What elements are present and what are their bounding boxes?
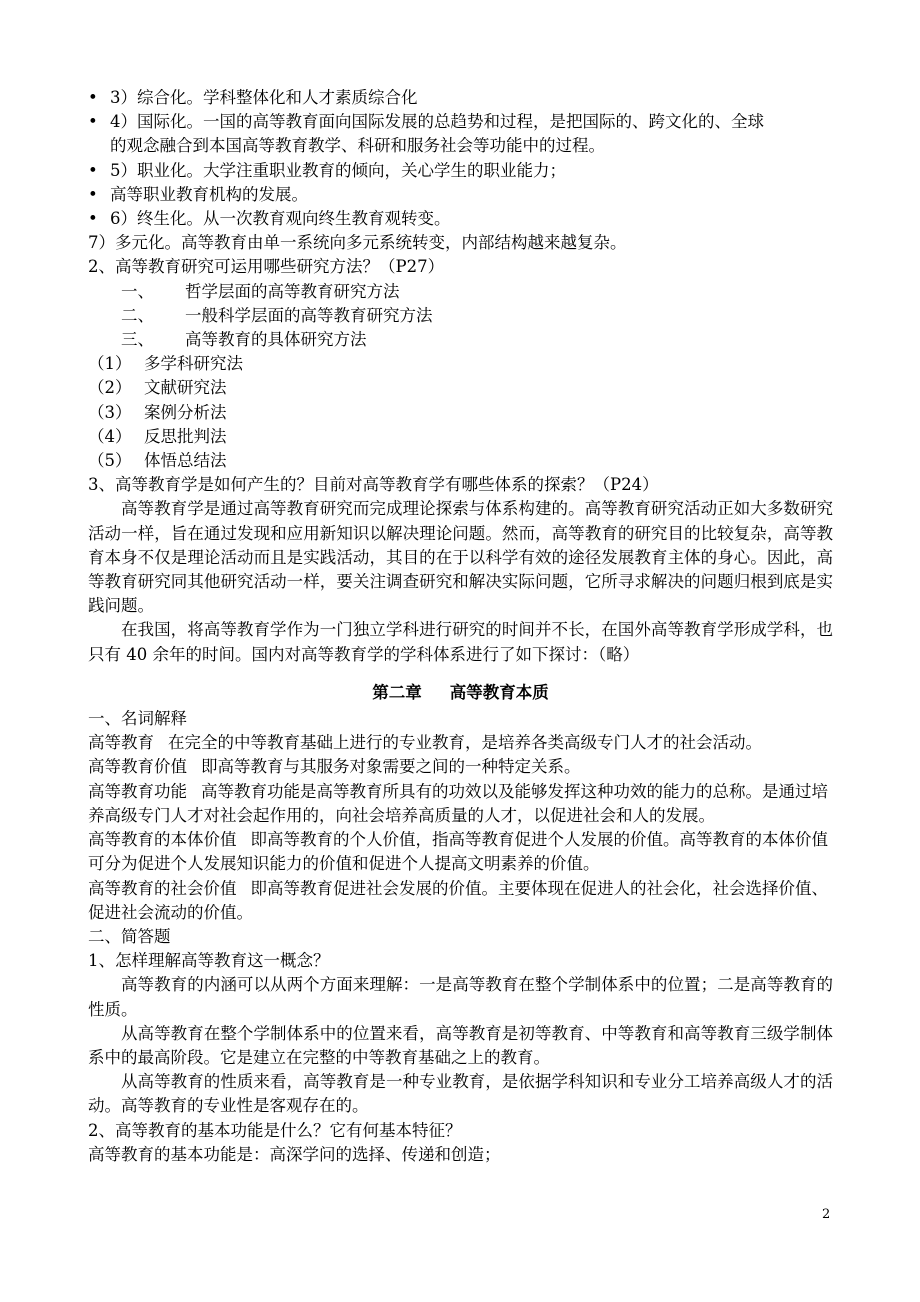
method-level-text: 一般科学层面的高等教育研究方法 bbox=[185, 305, 433, 325]
question-3-paragraph: 高等教育学是通过高等教育研究而完成理论探索与体系构建的。高等教育研究活动正如大多数研究活动一样，旨在通过发现和应用新知识以解决理论问题。然而，高等教育的研究目的比较复杂，高等教育本身不仅是理论活动而且是实践活动，其目的在于以科学有效的途径发展教育主体的身心。因此，高等教育研究同其他研究活动一样，要关注调查研究和解决实际问题，它所寻求解决的问题归根到底是实践问题。 bbox=[88, 499, 833, 616]
short-question-1-title: 1、怎样理解高等教育这一概念？ bbox=[88, 951, 330, 971]
bullet-item-comprehensive bbox=[88, 86, 833, 110]
question-3-paragraph: 在我国，将高等教育学作为一门独立学科进行研究的时间并不长，在国外高等教育学形成学科，也只有 40 余年的时间。国内对高等教育学的学科体系进行了如下探讨：（略） bbox=[88, 620, 833, 664]
bullet-text: 5）职业化。大学注重职业教育的倾向，关心学生的职业能力； bbox=[110, 160, 566, 180]
method-number: （5） bbox=[88, 451, 132, 471]
term: 高等教育 bbox=[88, 733, 154, 753]
term: 高等教育价值 bbox=[88, 757, 187, 777]
document-page bbox=[88, 86, 833, 1167]
term-definition bbox=[88, 755, 833, 779]
method-number: （1） bbox=[88, 354, 132, 374]
short-question-1-paragraph: 从高等教育在整个学制体系中的位置来看，高等教育是初等教育、中等教育和高等教育三级学制体系中的最高阶段。它是建立在完整的中等教育基础之上的教育。 bbox=[88, 1023, 833, 1067]
bullet-item-vocational bbox=[88, 159, 833, 183]
definition: 即高等教育的个人价值，指高等教育促进个人发展的价值。高等教育的本体价值可分为促进个人发展知识能力的价值和促进个人提高文明素养的价值。 bbox=[88, 830, 828, 874]
definition: 即高等教育与其服务对象需要之间的一种特定关系。 bbox=[201, 757, 581, 777]
definition: 即高等教育促进社会发展的价值。主要体现在促进人的社会化，社会选择价值、促进社会流动的价值。 bbox=[88, 878, 828, 922]
method-text: 多学科研究法 bbox=[144, 354, 243, 374]
definition: 高等教育功能是高等教育所具有的功效以及能够发挥这种功效的能力的总称。是通过培养高级专门人才对社会起作用的，向社会培养高质量的人才，以促进社会和人的发展。 bbox=[88, 781, 828, 825]
bullet-icon: • bbox=[88, 88, 98, 107]
method-text: 反思批判法 bbox=[144, 426, 227, 446]
diversify-line: 7）多元化。高等教育由单一系统向多元系统转变，内部结构越来越复杂。 bbox=[88, 233, 627, 253]
bullet-item-vocational-institutions bbox=[88, 183, 833, 207]
chapter-title: 高等教育本质 bbox=[449, 682, 549, 702]
chapter-number: 第二章 bbox=[372, 682, 422, 702]
bullet-item-international bbox=[88, 110, 833, 134]
method-number: （3） bbox=[88, 402, 132, 422]
page-number: 2 bbox=[822, 1207, 831, 1222]
method-text: 体悟总结法 bbox=[144, 451, 227, 471]
bullet-icon: • bbox=[88, 184, 98, 204]
method-level-item bbox=[88, 304, 833, 328]
term: 高等教育的本体价值 bbox=[88, 830, 237, 850]
chapter-heading bbox=[88, 681, 833, 705]
term: 高等教育功能 bbox=[88, 781, 187, 801]
method-level-text: 哲学层面的高等教育研究方法 bbox=[185, 281, 400, 301]
method-text: 案例分析法 bbox=[144, 402, 227, 422]
bullet-text: 4）国际化。一国的高等教育面向国际发展的总趋势和过程，是把国际的、跨文化的、全球 bbox=[110, 112, 764, 132]
method-level-item bbox=[88, 328, 833, 352]
term-definition bbox=[88, 780, 833, 828]
method-item bbox=[88, 449, 833, 473]
term-definition bbox=[88, 877, 833, 925]
method-item bbox=[88, 425, 833, 449]
question-3-title: 3、高等教育学是如何产生的？目前对高等教育学有哪些体系的探索？（P24） bbox=[88, 475, 659, 495]
method-item bbox=[88, 352, 833, 376]
section-heading-terms: 一、名词解释 bbox=[88, 709, 187, 729]
bullet-continuation: 的观念融合到本国高等教育教学、科研和服务社会等功能中的过程。 bbox=[110, 136, 605, 156]
bullet-icon: • bbox=[88, 160, 98, 180]
short-question-1-paragraph: 高等教育的内涵可以从两个方面来理解：一是高等教育在整个学制体系中的位置；二是高等教育的性质。 bbox=[88, 975, 833, 1019]
method-item bbox=[88, 376, 833, 400]
term: 高等教育的社会价值 bbox=[88, 878, 237, 898]
short-question-2-title: 2、高等教育的基本功能是什么？它有何基本特征？ bbox=[88, 1120, 462, 1140]
bullet-text: 高等职业教育机构的发展。 bbox=[110, 184, 308, 204]
bullet-text: 6）终生化。从一次教育观向终生教育观转变。 bbox=[110, 209, 451, 229]
method-text: 文献研究法 bbox=[144, 378, 227, 398]
bullet-item-lifelong bbox=[88, 207, 833, 231]
method-level-item bbox=[88, 280, 833, 304]
definition: 在完全的中等教育基础上进行的专业教育，是培养各类高级专门人才的社会活动。 bbox=[168, 733, 762, 753]
short-question-1-paragraph: 从高等教育的性质来看，高等教育是一种专业教育，是依据学科知识和专业分工培养高级人才的活动。高等教育的专业性是客观存在的。 bbox=[88, 1072, 833, 1116]
term-definition bbox=[88, 828, 833, 876]
question-2-title: 2、高等教育研究可运用哪些研究方法？（P27） bbox=[88, 257, 445, 277]
short-question-2-answer: 高等教育的基本功能是：高深学问的选择、传递和创造； bbox=[88, 1144, 501, 1164]
method-item bbox=[88, 401, 833, 425]
method-level-number: 一、 bbox=[121, 281, 154, 301]
term-definition bbox=[88, 731, 833, 755]
section-heading-short-answer: 二、简答题 bbox=[88, 926, 171, 946]
bullet-text: 3）综合化。学科整体化和人才素质综合化 bbox=[110, 88, 418, 107]
method-level-text: 高等教育的具体研究方法 bbox=[185, 330, 367, 350]
method-number: （4） bbox=[88, 426, 132, 446]
bullet-icon: • bbox=[88, 112, 98, 132]
bullet-icon: • bbox=[88, 209, 98, 229]
method-level-number: 二、 bbox=[121, 305, 154, 325]
method-number: （2） bbox=[88, 378, 132, 398]
method-level-number: 三、 bbox=[121, 330, 154, 350]
